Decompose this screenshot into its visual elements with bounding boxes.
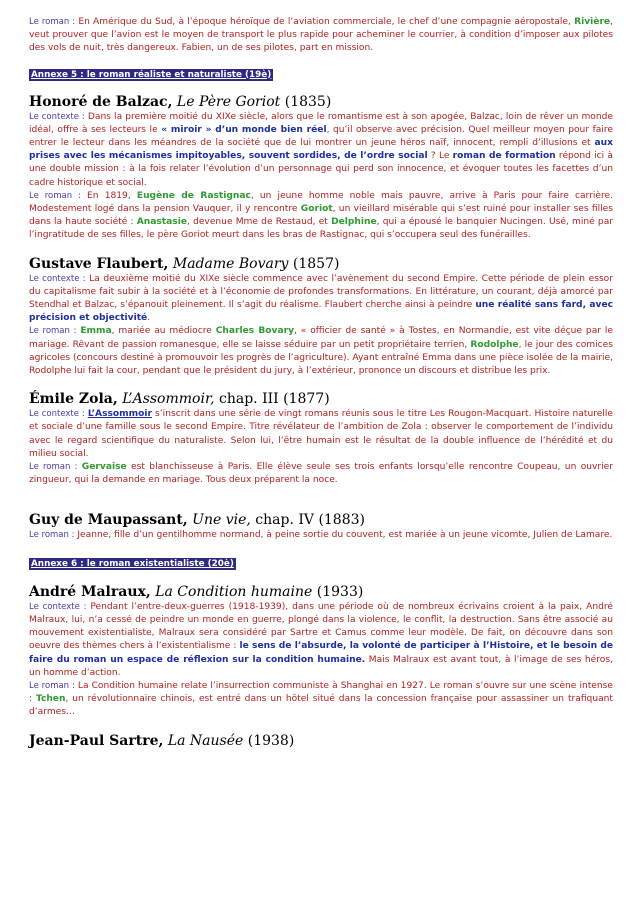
malraux-context-paragraph: Le contexte : Pendant l’entre-deux-guerres (1918-1939), dans une période où de nombreux écrivains croient à la paix, André Malraux, lui, n’a cessé de peindre un monde en guerre, plongé dans la violence, le conflit, la destruction. Sans être associé au mouvement existentialiste, Malraux sera considéré par Sartre et Camus comme leur modèle. De fait, on découvre dans son oeuvre des thèmes chers à l’existentialisme : le sens de l’absurde, la volonté de participer à l’Histoire, et le besoin de faire du roman un espace de réflexion sur la condition humaine. Mais Malraux est avant tout, à l’image de ses héros, un homme d’action. <box>29 601 613 678</box>
character-tchen: Tchen <box>35 694 66 705</box>
context-label: Le contexte : <box>29 111 85 122</box>
annex-5-heading: Annexe 5 : le roman réaliste et naturaliste (19è) <box>31 69 272 80</box>
roman-label: Le roman : <box>29 530 75 541</box>
character-anastasie: Anastasie <box>136 217 187 228</box>
character-charles-bovary: Charles Bovary <box>215 326 295 337</box>
section-sartre-title: Jean-Paul Sartre, La Nausée (1938) <box>29 732 295 749</box>
context-label: Le contexte : <box>29 273 86 284</box>
character-gervaise: Gervaise <box>81 462 127 473</box>
annex-6-heading: Annexe 6 : le roman existentialiste (20è) <box>31 558 234 569</box>
character-delphine: Delphine <box>331 217 377 228</box>
intro-paragraph: Le roman : En Amérique du Sud, à l’époque héroïque de l’aviation commerciale, le chef d’une compagnie aéropostale, Rivière, veut prouver que l’avion est le moyen de transport le plus rapide pour acheminer le courrier, à condition d’imposer aux pilotes des vols de nuit, très dangereux. Fabien, un de ses pilotes, part en mission. <box>29 17 613 54</box>
roman-label: Le roman : <box>29 190 81 201</box>
character-riviere: Rivière <box>574 17 611 27</box>
section-zola-title: Émile Zola, L’Assommoir, chap. III (1877) <box>29 391 330 408</box>
section-flaubert-title: Gustave Flaubert, Madame Bovary (1857) <box>29 255 340 272</box>
balzac-roman-paragraph: Le roman : En 1819, Eugène de Rastignac, un jeune homme noble mais pauvre, arrive à Paris pour faire carrière. Modestement logé dans la pension Vauquer, il y rencontre Goriot, un vieillard misérable qui s’est ruiné pour installer ses filles dans la haute société : Anastasie, devenue Mme de Restaud, et Delphine, qui a épousé le banquier Nucingen. Usé, miné par l’ingratitude de ses filles, le père Goriot meurt dans les bras de Rastignac, qui s’occupera seul des funérailles. <box>29 190 614 241</box>
flaubert-context-paragraph: Le contexte : La deuxième moitié du XIXe siècle commence avec l’avènement du second Empire. Cette période de plein essor du capitalisme fait subir à la société et à l’économie de profondes transformations. En littérature, un courant, déjà amorcé par Stendhal et Balzac, s’épanouit pleinement. Il s’agit du réalisme. Flaubert cherche ainsi à peindre une réalité sans fard, avec précision et objectivité. <box>29 273 614 324</box>
context-label: Le contexte : <box>29 409 85 420</box>
flaubert-roman-paragraph: Le roman : Emma, mariée au médiocre Charles Bovary, « officier de santé » à Tostes, en Normandie, est vite déçue par le mariage. Rêvant de passion romanesque, elle se laisse séduire par un petit propriétaire terrien, Rodolphe, le jour des comices agricoles (concours destiné à promouvoir les progrès de l’agriculture). Ayant entraîné Emma dans une pièce isolée de la mairie, Rodolphe lui fait la cour, pendant que le président du jury, à l’extérieur, prononce un discours et distribue les prix. <box>29 326 614 377</box>
zola-roman-paragraph: Le roman : Gervaise est blanchisseuse à Paris. Elle élève seule ses trois enfants lorsqu’elle rencontre Coupeau, un ouvrier zingueur, qui la demande en mariage. Tous deux préparent la noce. <box>29 462 614 486</box>
roman-label: Le roman : <box>29 17 76 27</box>
zola-context-paragraph: Le contexte : L’Assommoir s’inscrit dans une série de vingt romans réunis sous le titre Les Rougon-Macquart. Histoire naturelle et sociale d’une famille sous le second Empire. Titre révélateur de l’ambition de Zola : observer le comportement de l’individu avec le regard scientifique du naturaliste. Selon lui, l’être humain est le résultat de la double influence de l’hérédité et du milieu social. <box>29 409 613 459</box>
context-label: Le contexte : <box>29 601 87 612</box>
maupassant-roman-paragraph: Le roman : Jeanne, fille d’un gentilhomme normand, à peine sortie du couvent, est mariée à un jeune vicomte, Julien de Lamare. <box>29 530 613 541</box>
section-malraux-title: André Malraux, La Condition humaine (1933) <box>29 583 364 600</box>
malraux-roman-paragraph: Le roman : La Condition humaine relate l’insurrection communiste à Shanghai en 1927. Le roman s’ouvre sur une scène intense : Tchen, un révolutionnaire chinois, est entré dans un hôtel situé dans la concession française pour assassiner un trafiquant d’armes… <box>29 680 614 718</box>
roman-label: Le roman : <box>29 680 75 691</box>
character-goriot: Goriot <box>300 204 333 215</box>
section-maupassant-title: Guy de Maupassant, Une vie, chap. IV (1883) <box>29 512 365 529</box>
character-rodolphe: Rodolphe <box>470 339 519 350</box>
character-emma: Emma <box>80 326 112 337</box>
work-title-assommoir: L’Assommoir <box>87 409 152 420</box>
roman-label: Le roman : <box>29 326 77 337</box>
section-balzac-title: Honoré de Balzac, Le Père Goriot (1835) <box>29 93 332 110</box>
balzac-context-paragraph: Le contexte : Dans la première moitié du XIXe siècle, alors que le romantisme est à son apogée, Balzac, loin de rêver un monde idéal, offre à ses lecteurs le « miroir » d’un monde bien réel, qu’il observe avec précision. Quel meilleur moyen pour faire entrer le lecteur dans les méandres de la société que de lui montrer un jeune héros naïf, innocent, rempli d’illusions et aux prises avec les mécanismes impitoyables, souvent sordides, de l’ordre social ? Le roman de formation répond ici à une double mission : à la fois relater l’évolution d’un personnage qui perd son innocence, et évoquer toutes les facettes d’un cadre historique et social. <box>29 111 614 188</box>
character-rastignac: Eugène de Rastignac <box>136 190 251 201</box>
roman-label: Le roman : <box>29 462 78 473</box>
